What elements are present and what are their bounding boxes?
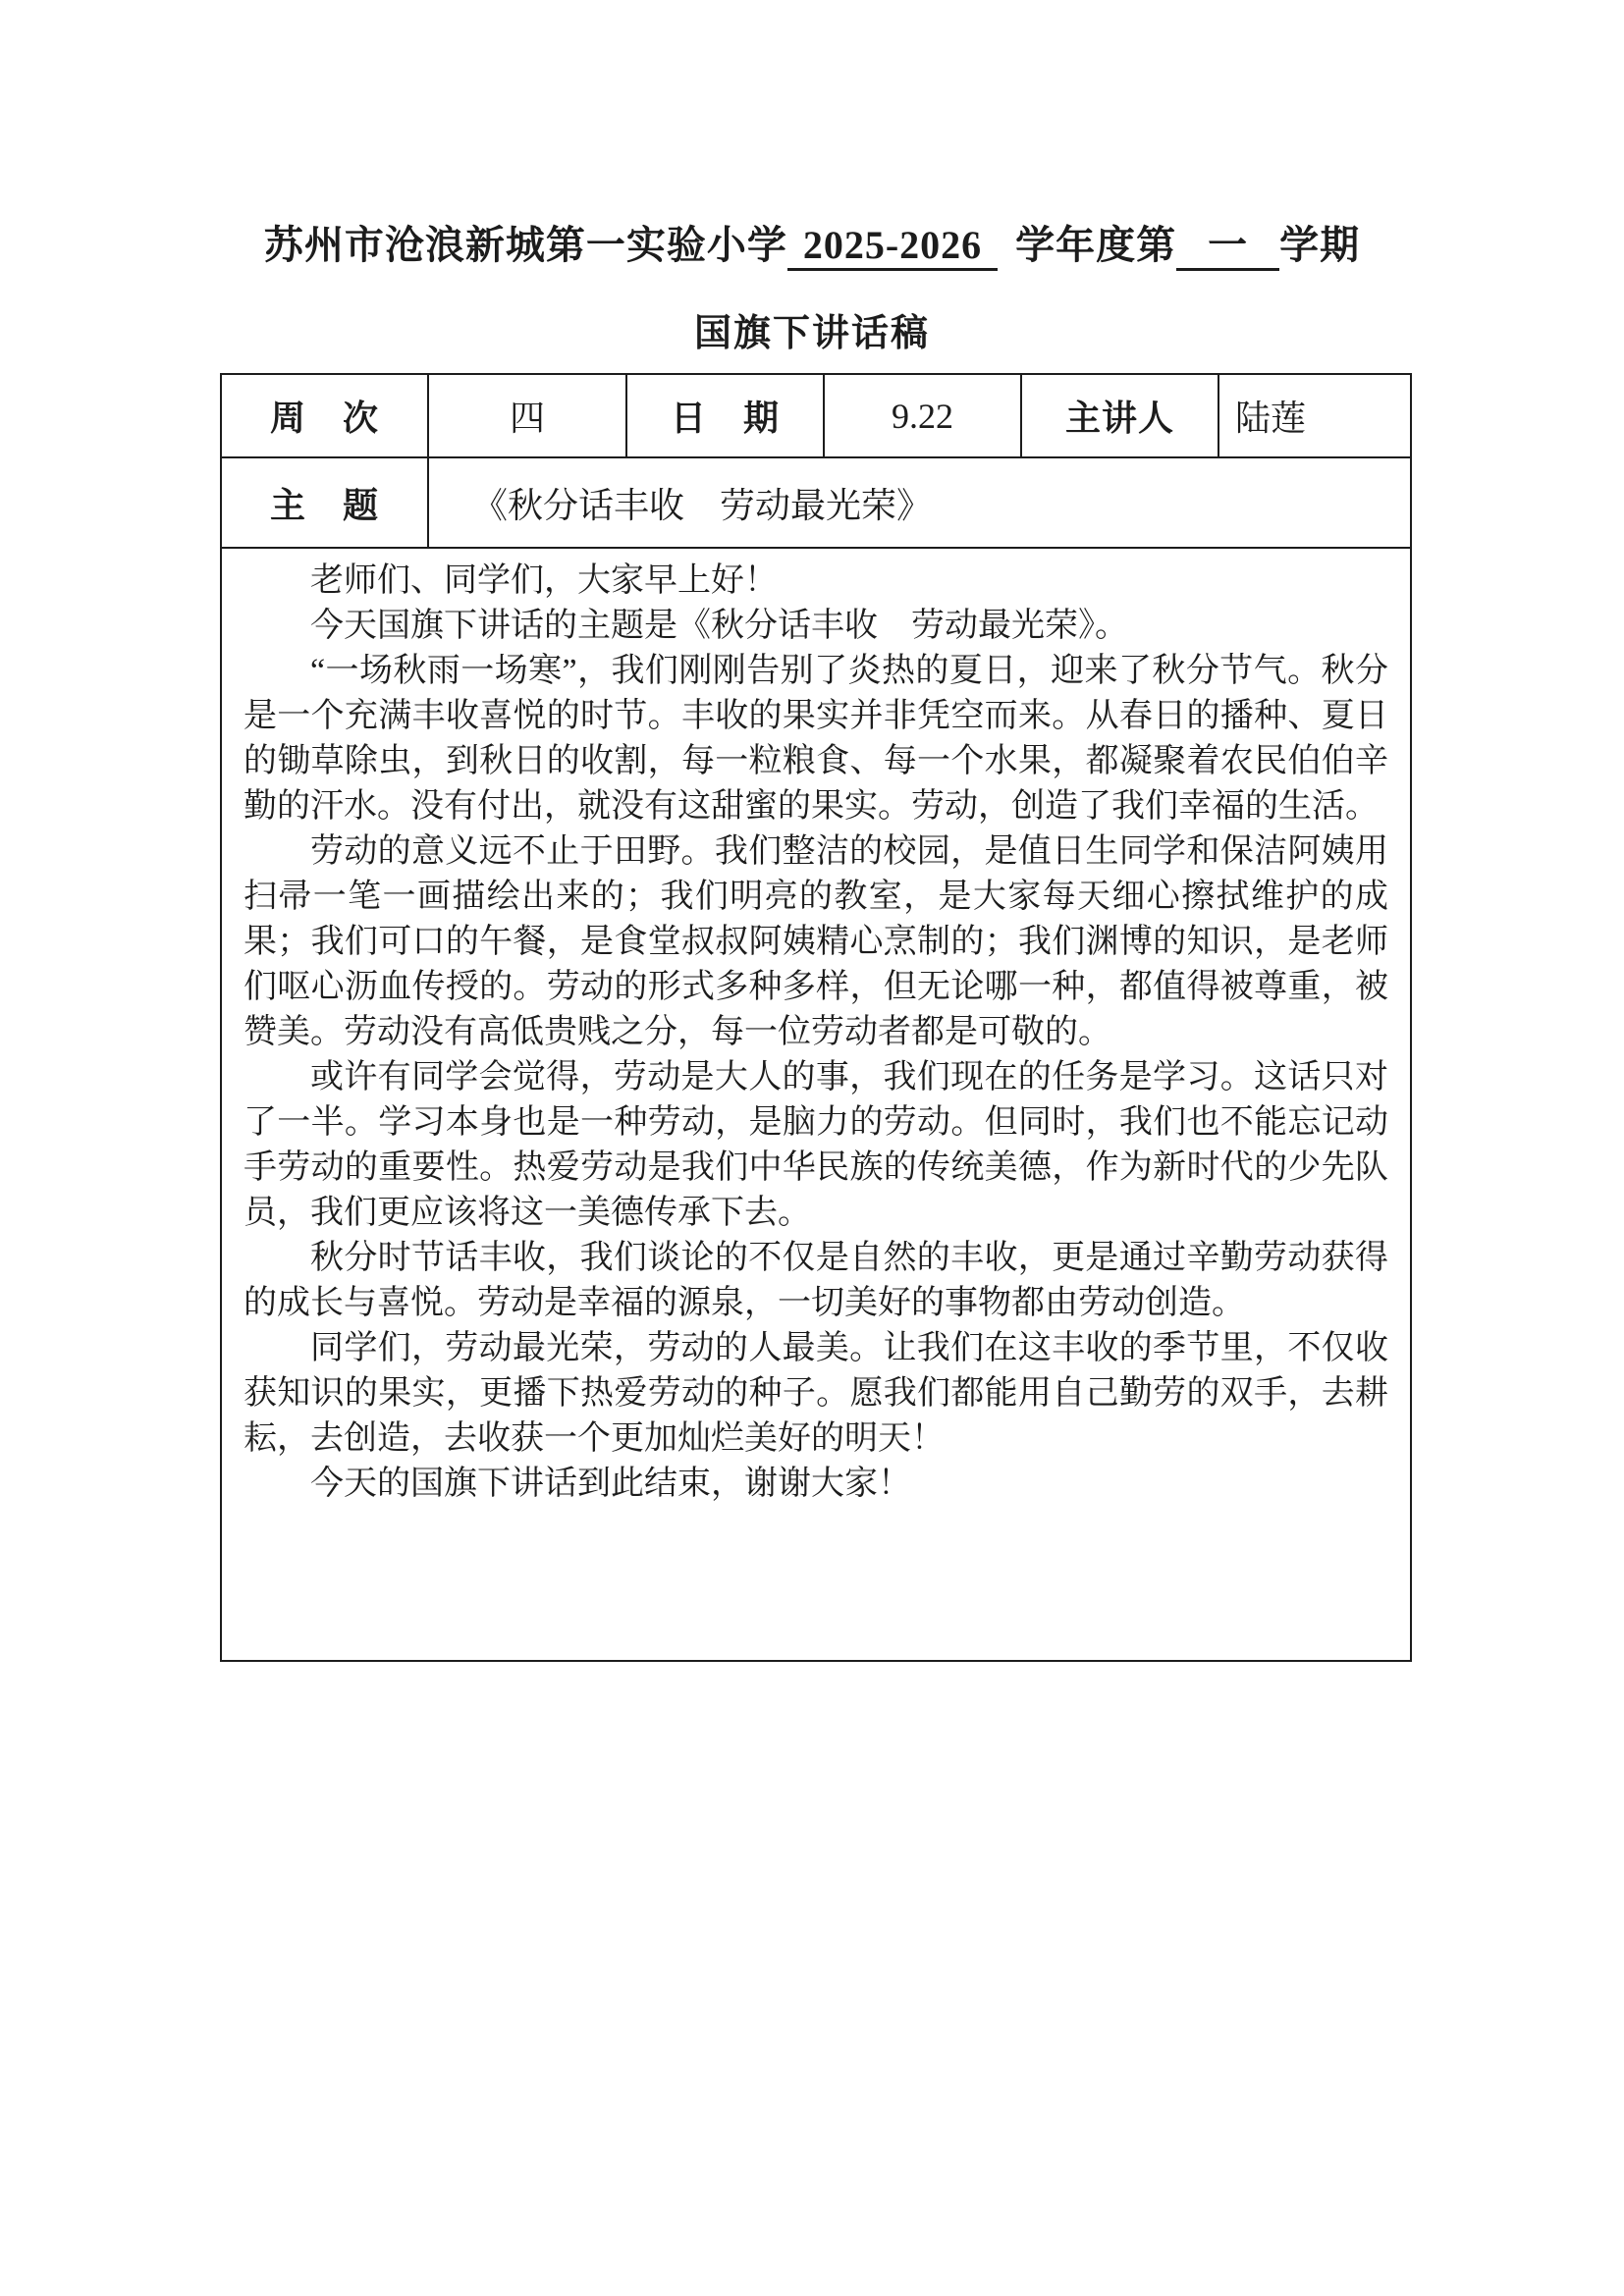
topic-value-cell: 《秋分话丰收 劳动最光荣》 xyxy=(428,457,1411,548)
title-suffix: 学期 xyxy=(1279,223,1361,267)
info-table xyxy=(220,373,1412,1662)
speaker-label-cell: 主讲人 xyxy=(1021,374,1218,457)
title-school: 苏州市沧浪新城第一实验小学 xyxy=(263,223,787,267)
speech-row xyxy=(221,548,1411,1661)
info-row-1 xyxy=(221,374,1411,457)
document-title xyxy=(0,214,1624,271)
week-label-cell: 周 次 xyxy=(221,374,428,457)
title-mid: 学年度第 xyxy=(1015,223,1177,267)
info-row-topic xyxy=(221,457,1411,548)
speech-paragraph: 秋分时节话丰收，我们谈论的不仅是自然的丰收，更是通过辛勤劳动获得的成长与喜悦。劳动是幸福的源泉，一切美好的事物都由劳动创造。 xyxy=(244,1240,1388,1321)
speech-paragraph: 今天国旗下讲话的主题是《秋分话丰收 劳动最光荣》。 xyxy=(310,608,1128,644)
week-value-cell: 四 xyxy=(428,374,626,457)
date-value-cell: 9.22 xyxy=(824,374,1021,457)
title-term-underline: 一 xyxy=(1176,223,1279,271)
speech-paragraph: 老师们、同学们，大家早上好！ xyxy=(310,562,778,599)
speech-body-cell xyxy=(221,548,1411,1661)
date-label-cell: 日 期 xyxy=(626,374,824,457)
speech-paragraph: 劳动的意义远不止于田野。我们整洁的校园，是值日生同学和保洁阿姨用扫帚一笔一画描绘出来的；我们明亮的教室，是大家每天细心擦拭维护的成果；我们可口的午餐，是食堂叔叔阿姨精心烹制的；我们渊博的知识，是老师们呕心沥血传授的。劳动的形式多种多样，但无论哪一种，都值得被尊重，被赞美。劳动没有高低贵贱之分，每一位劳动者都是可敬的。 xyxy=(244,833,1388,1050)
document-subtitle: 国旗下讲话稿 xyxy=(693,313,930,354)
speaker-value-cell: 陆莲 xyxy=(1218,374,1411,457)
speech-paragraph: 或许有同学会觉得，劳动是大人的事，我们现在的任务是学习。这话只对了一半。学习本身也是一种劳动，是脑力的劳动。但同时，我们也不能忘记动手劳动的重要性。热爱劳动是我们中华民族的传统美德，作为新时代的少先队员，我们更应该将这一美德传承下去。 xyxy=(244,1059,1388,1231)
topic-label-cell: 主 题 xyxy=(221,457,428,548)
speech-paragraph: 同学们，劳动最光荣，劳动的人最美。让我们在这丰收的季节里，不仅收获知识的果实，更播下热爱劳动的种子。愿我们都能用自己勤劳的双手，去耕耘，去创造，去收获一个更加灿烂美好的明天！ xyxy=(244,1330,1388,1457)
speech-paragraph: 今天的国旗下讲话到此结束，谢谢大家！ xyxy=(310,1466,911,1502)
title-year-underline: 2025-2026 xyxy=(787,223,998,271)
speech-paragraph: “一场秋雨一场寒”，我们刚刚告别了炎热的夏日，迎来了秋分节气。秋分是一个充满丰收喜悦的时节。丰收的果实并非凭空而来。从春日的播种、夏日的锄草除虫，到秋日的收割，每一粒粮食、每一个水果，都凝聚着农民伯伯辛勤的汗水。没有付出，就没有这甜蜜的果实。劳动，创造了我们幸福的生活。 xyxy=(244,653,1388,825)
